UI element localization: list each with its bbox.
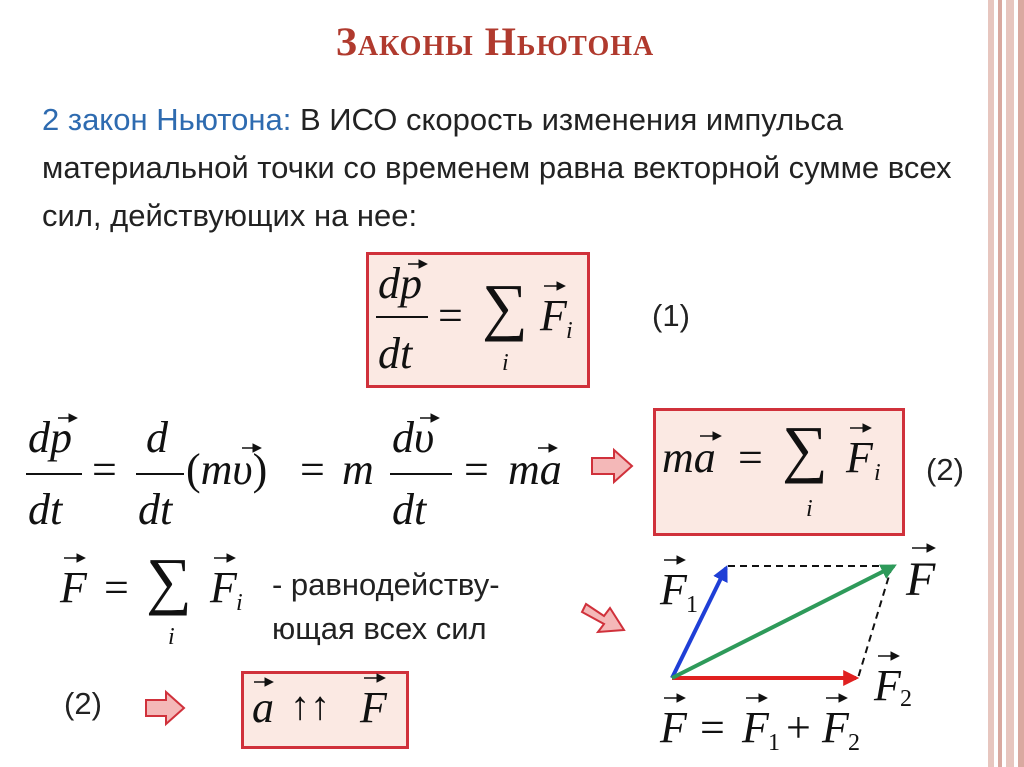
eq1-equals: = xyxy=(438,291,463,340)
eq2-equals: = xyxy=(738,433,763,482)
label-F: F xyxy=(906,553,936,606)
eq1-dp: dp xyxy=(378,259,422,308)
slide-title: Законы Ньютона xyxy=(335,19,655,64)
sum-F: F xyxy=(660,703,687,752)
vector-f-resultant xyxy=(672,566,894,678)
res-equals: = xyxy=(104,563,129,612)
deriv-dv: dυ xyxy=(392,413,435,462)
deriv-eq3: = xyxy=(464,445,489,494)
deriv-mv: (mυ) xyxy=(186,445,268,494)
resultant-text-line1: - равнодейству- xyxy=(272,567,500,602)
eq2-F: F xyxy=(846,433,873,482)
sum-F2: F xyxy=(822,703,849,752)
dir-F: F xyxy=(360,683,387,732)
res-F: F xyxy=(60,563,87,612)
deriv-d: d xyxy=(146,413,168,462)
eq1-sum: ∑ xyxy=(482,271,528,342)
resultant-text-line2: ющая всех сил xyxy=(272,611,487,646)
eq2-F-sub: i xyxy=(874,460,881,486)
deriv-dt1: dt xyxy=(28,485,63,534)
label-F2: F xyxy=(874,661,901,710)
sum-plus: + xyxy=(786,703,811,752)
equation-2-number: (2) xyxy=(926,452,964,487)
sum-F2-sub: 2 xyxy=(848,730,860,756)
implies-arrow xyxy=(592,450,632,482)
deriv-ma: ma xyxy=(508,445,562,494)
reference-number: (2) xyxy=(64,686,102,721)
implies-arrow xyxy=(582,604,624,632)
sum-equals: = xyxy=(700,703,725,752)
deriv-eq1: = xyxy=(92,445,117,494)
implies-arrow xyxy=(146,692,184,724)
label-F1-sub: 1 xyxy=(686,592,698,618)
eq2-sum: ∑ xyxy=(782,413,828,484)
label-F1: F xyxy=(660,565,687,614)
deriv-m: m xyxy=(342,445,374,494)
eq1-sub-i: i xyxy=(502,350,509,376)
eq1-dt: dt xyxy=(378,329,413,378)
label-F2-sub: 2 xyxy=(900,686,912,712)
eq2-ma: ma xyxy=(662,433,716,482)
dir-arrows: ↑↑ xyxy=(290,683,330,728)
sum-F1-sub: 1 xyxy=(768,730,780,756)
res-sum: ∑ xyxy=(146,545,192,616)
deriv-dt3: dt xyxy=(392,485,427,534)
law-body: В ИСО скорость изменения импульса материальной точки со временем равна векторной сумме всех сил, действующих на нее: xyxy=(42,102,952,233)
deriv-eq2: = xyxy=(300,445,325,494)
vector-f1 xyxy=(672,568,726,678)
res-Fi-sub: i xyxy=(236,590,243,616)
equation-1-number: (1) xyxy=(652,298,690,333)
dir-a: a xyxy=(252,683,274,732)
sum-F1: F xyxy=(742,703,769,752)
law-lead: 2 закон Ньютона: xyxy=(42,102,292,137)
deriv-dt2: dt xyxy=(138,485,173,534)
res-Fi: F xyxy=(210,563,237,612)
deriv-dp: dp xyxy=(28,413,72,462)
eq1-F: F xyxy=(540,291,567,340)
res-sub-i: i xyxy=(168,624,175,650)
eq2-sub-i: i xyxy=(806,496,813,522)
eq1-F-sub: i xyxy=(566,318,573,344)
